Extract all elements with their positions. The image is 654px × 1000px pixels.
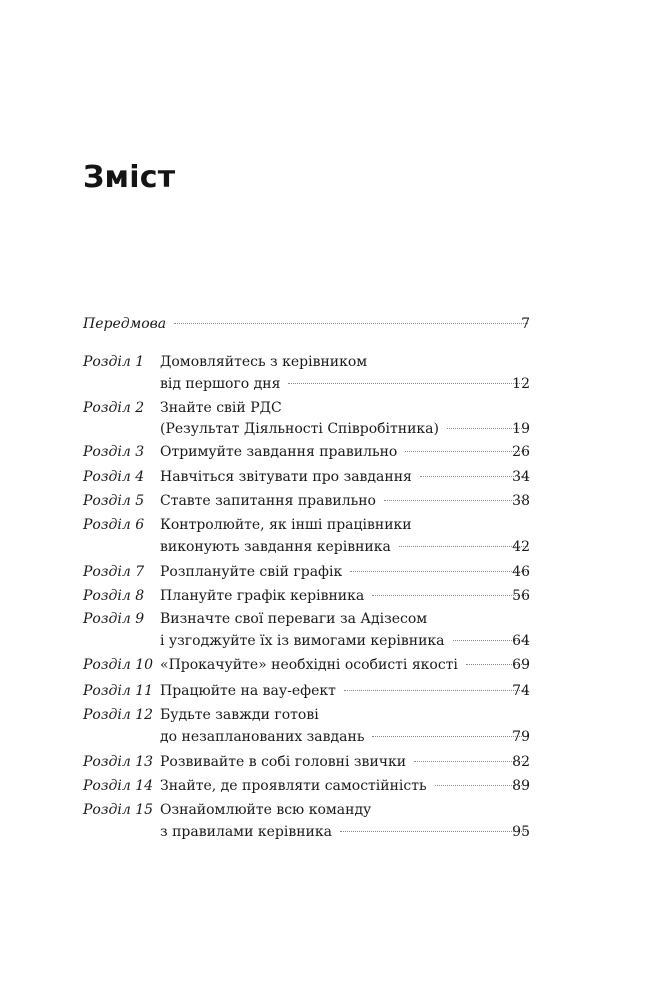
page-number: 79 [512, 729, 530, 745]
page-number: 19 [512, 421, 530, 437]
chapter-label: Розділ 1 [83, 354, 145, 370]
chapter-title-line: з правилами керівника [160, 824, 332, 840]
chapter-title-line: Навчіться звітувати про завдання [160, 469, 412, 485]
page-number: 74 [512, 683, 530, 699]
page-number: 89 [512, 778, 530, 794]
page-title: Зміст [83, 160, 176, 195]
chapter-title-line: Домовляйтесь з керівником [160, 354, 368, 370]
chapter-label: Розділ 10 [83, 657, 154, 673]
chapter-label: Розділ 2 [83, 400, 145, 416]
chapter-title-line: від першого дня [160, 376, 281, 392]
chapter-title-line: Працюйте на вау-ефект [160, 683, 336, 699]
page-number: 7 [521, 316, 530, 332]
page-number: 26 [512, 444, 530, 460]
page-number: 95 [512, 824, 530, 840]
chapter-title-line: Розвивайте в собі головні звички [160, 754, 407, 770]
chapter-label: Розділ 13 [83, 754, 154, 770]
preface-label: Передмова [83, 316, 167, 332]
chapter-label: Розділ 15 [83, 802, 154, 818]
page-number: 64 [512, 633, 530, 649]
page-number: 69 [512, 657, 530, 673]
chapter-title-line: Ознайомлюйте всю команду [160, 802, 372, 818]
chapter-label: Розділ 8 [83, 588, 145, 604]
chapter-title-line: виконують завдання керівника [160, 539, 391, 555]
chapter-label: Розділ 3 [83, 444, 145, 460]
chapter-title-line: Знайте свій РДС [160, 400, 282, 416]
chapter-title-line: Контролюйте, як інші працівники [160, 517, 412, 533]
chapter-title-line: Плануйте графік керівника [160, 588, 365, 604]
chapter-label: Розділ 11 [83, 683, 154, 699]
chapter-title-line: Знайте, де проявляти самостійність [160, 778, 427, 794]
page-number: 42 [512, 539, 530, 555]
chapter-title-line: Ставте запитання правильно [160, 493, 376, 509]
page-number: 82 [512, 754, 530, 770]
chapter-label: Розділ 5 [83, 493, 145, 509]
chapter-label: Розділ 9 [83, 611, 145, 627]
page-number: 12 [512, 376, 530, 392]
chapter-title-line: Будьте завжди готові [160, 707, 319, 723]
chapter-title-line: (Результат Діяльності Співробітника) [160, 421, 439, 437]
chapter-title-line: Отримуйте завдання правильно [160, 444, 398, 460]
chapter-title-line: і узгоджуйте їх із вимогами керівника [160, 633, 445, 649]
chapter-label: Розділ 4 [83, 469, 145, 485]
dot-leader [174, 323, 528, 324]
page-number: 46 [512, 564, 530, 580]
chapter-label: Розділ 14 [83, 778, 154, 794]
chapter-label: Розділ 6 [83, 517, 145, 533]
chapter-label: Розділ 7 [83, 564, 145, 580]
page-number: 38 [512, 493, 530, 509]
chapter-title-line: Розплануйте свій графік [160, 564, 343, 580]
chapter-title-line: Визначте свої переваги за Адізесом [160, 611, 428, 627]
page-number: 34 [512, 469, 530, 485]
page-number: 56 [512, 588, 530, 604]
chapter-title-line: «Прокачуйте» необхідні особисті якості [160, 657, 458, 673]
chapter-label: Розділ 12 [83, 707, 154, 723]
chapter-title-line: до незапланованих завдань [160, 729, 365, 745]
